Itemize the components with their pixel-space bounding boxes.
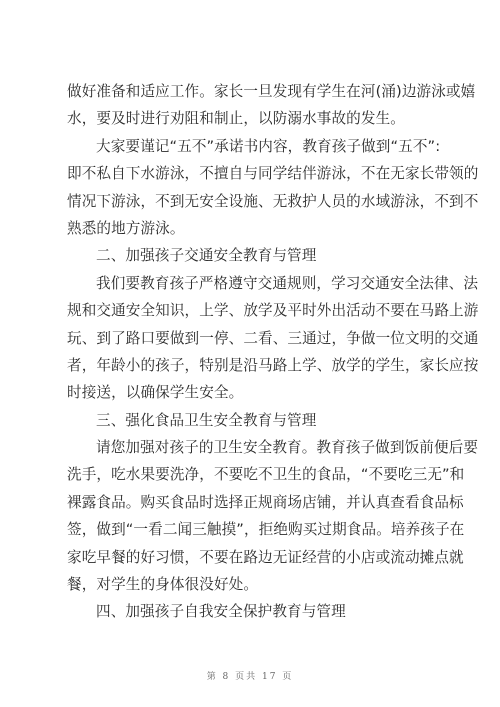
text-line: 请您加强对孩子的卫生安全教育。教育孩子做到饭前便后要 <box>96 439 479 457</box>
text-line: 大家要谨记“五不”承诺书内容，教育孩子做到“五不”: <box>96 137 441 155</box>
text-line: 即不私自下水游泳，不擅自与同学结伴游泳，不在无家长带领的 <box>67 165 479 183</box>
text-line: 玩、到了路口要做到一停、二看、三通过，争做一位文明的交通 <box>67 329 479 347</box>
page-number-footer: 第 8 页共 17 页 <box>206 672 294 682</box>
section-heading: 四、加强孩子自我安全保护教育与管理 <box>96 603 346 621</box>
section-heading: 二、加强孩子交通安全教育与管理 <box>96 247 317 265</box>
text-line: 做好准备和适应工作。家长一旦发现有学生在河(涌)边游泳或嬉 <box>67 83 476 100</box>
text-line: 裸露食品。购买食品时选择正规商场店铺，并认真查看食品标 <box>67 493 464 511</box>
text-line: 情况下游泳，不到无安全设施、无救护人员的水域游泳，不到不 <box>67 192 479 210</box>
text-line: 时接送，以确保学生安全。 <box>67 384 244 402</box>
text-line: 水，要及时进行劝阻和制止，以防溺水事故的发生。 <box>67 110 405 128</box>
section-heading: 三、强化食品卫生安全教育与管理 <box>96 411 317 429</box>
text-line: 者，年龄小的孩子，特别是沿马路上学、放学的学生，家长应按 <box>67 356 479 374</box>
text-line: 签，做到“一看二闻三触摸”，拒绝购买过期食品。培养孩子在 <box>67 521 465 539</box>
text-line: 熟悉的地方游泳。 <box>67 219 185 237</box>
text-line: 家吃早餐的好习惯，不要在路边无证经营的小店或流动摊点就 <box>67 548 464 566</box>
text-line: 规和交通安全知识，上学、放学及平时外出活动不要在马路上游 <box>67 302 479 320</box>
text-line: 洗手，吃水果要洗净，不要吃不卫生的食品，“不要吃三无”和 <box>67 466 465 484</box>
text-line: 我们要教育孩子严格遵守交通规则，学习交通安全法律、法 <box>96 274 479 292</box>
document-body <box>67 83 479 633</box>
text-line: 餐，对学生的身体很没好处。 <box>67 576 259 594</box>
